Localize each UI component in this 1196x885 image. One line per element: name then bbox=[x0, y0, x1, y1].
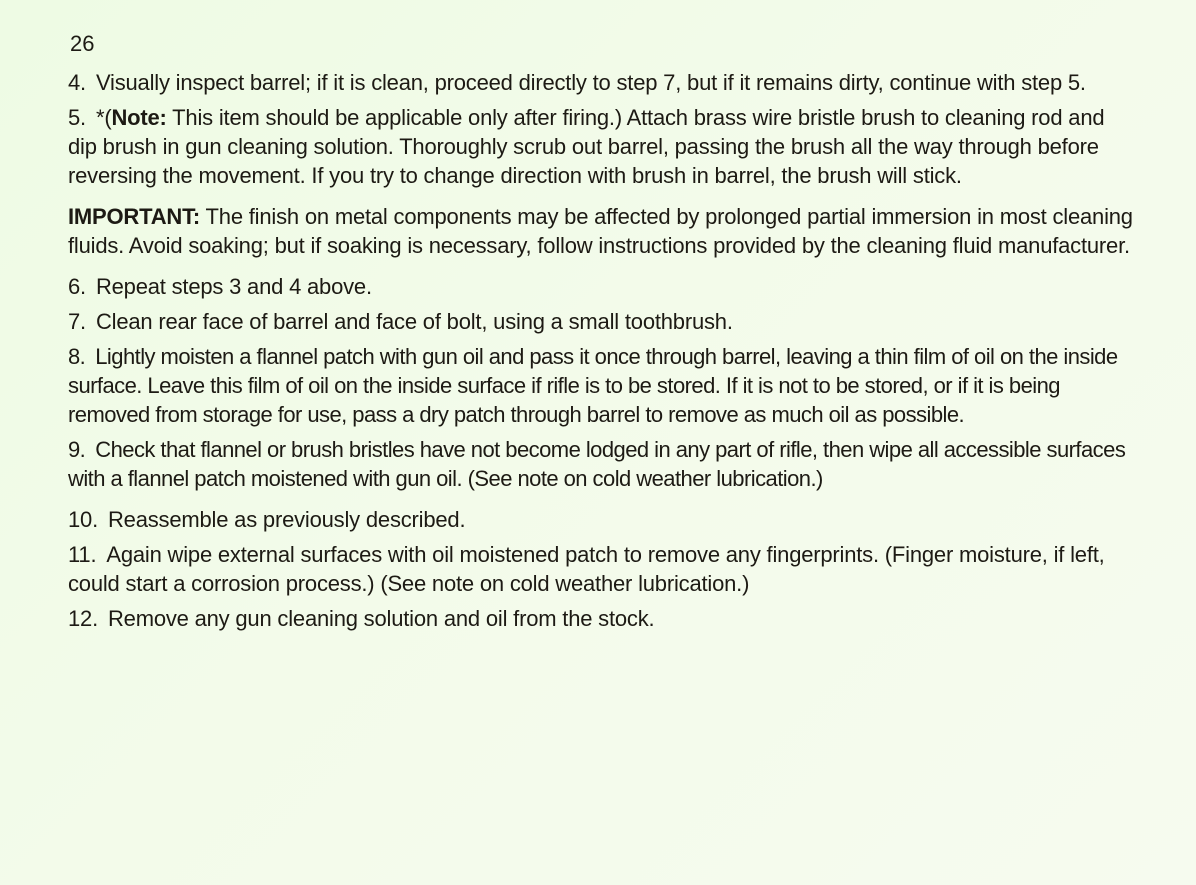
step-text: Lightly moisten a flannel patch with gun oil and pass it once through barrel, leaving a thin film of oil on the inside surface. Leave this film of oil on the inside surface if rifle is to be stored. If it is not to be stored, or if it is being removed from storage for use, pass a dry patch through barrel to remove as much oil as possible. bbox=[68, 344, 1118, 427]
step-10 bbox=[68, 505, 1136, 534]
step-7 bbox=[68, 307, 1136, 336]
step-text: Reassemble as previously described. bbox=[107, 507, 466, 532]
step-text: Again wipe external surfaces with oil moistened patch to remove any fingerprints. (Finger moisture, if left, could start a corrosion process.) (See note on cold weather lubrication.) bbox=[68, 542, 1105, 596]
important-text: The finish on metal components may be affected by prolonged partial immersion in most cleaning fluids. Avoid soaking; but if soaking is necessary, follow instructions provided by the cleaning fluid manufacturer. bbox=[68, 204, 1133, 258]
step-text: This item should be applicable only after firing.) Attach brass wire bristle brush to cleaning rod and dip brush in gun cleaning solution. Thoroughly scrub out barrel, passing the brush all the way through before reversing the movement. If you try to change direction with brush in barrel, the brush will stick. bbox=[68, 105, 1105, 188]
step-6 bbox=[68, 272, 1136, 301]
step-9 bbox=[68, 435, 1136, 493]
note-prefix: *( bbox=[95, 105, 112, 130]
step-number: 7. bbox=[68, 309, 86, 334]
step-number: 6. bbox=[68, 274, 86, 299]
step-8 bbox=[68, 342, 1136, 429]
step-number: 9. bbox=[68, 437, 86, 462]
step-5 bbox=[68, 103, 1136, 190]
step-number: 5. bbox=[68, 105, 86, 130]
step-number: 12. bbox=[68, 606, 98, 631]
step-4 bbox=[68, 68, 1136, 97]
step-number: 8. bbox=[68, 344, 86, 369]
step-number: 10. bbox=[68, 507, 98, 532]
step-text: Repeat steps 3 and 4 above. bbox=[95, 274, 372, 299]
important-label: IMPORTANT: bbox=[68, 204, 201, 229]
step-11 bbox=[68, 540, 1136, 598]
important-note bbox=[68, 202, 1136, 260]
step-number: 4. bbox=[68, 70, 86, 95]
step-text: Clean rear face of barrel and face of bolt, using a small toothbrush. bbox=[95, 309, 733, 334]
page-number: 26 bbox=[70, 31, 95, 56]
step-text: Check that flannel or brush bristles have not become lodged in any part of rifle, then wipe all accessible surfaces with a flannel patch moistened with gun oil. (See note on cold weather lubrication.) bbox=[68, 437, 1126, 491]
step-12 bbox=[68, 604, 1136, 633]
step-number: 11. bbox=[68, 542, 97, 567]
step-text: Remove any gun cleaning solution and oil from the stock. bbox=[107, 606, 655, 631]
note-label: Note: bbox=[111, 105, 167, 130]
step-text: Visually inspect barrel; if it is clean, proceed directly to step 7, but if it remains dirty, continue with step 5. bbox=[95, 70, 1086, 95]
